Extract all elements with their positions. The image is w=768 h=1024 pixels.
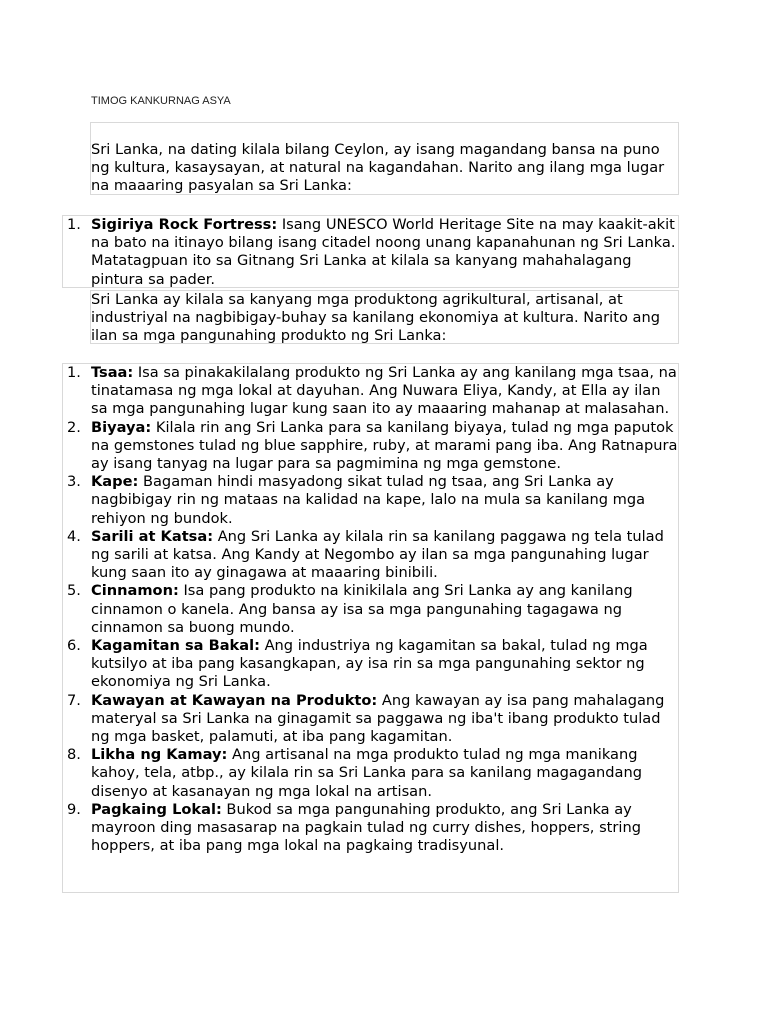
list-item-title: Sigiriya Rock Fortress: (91, 216, 278, 233)
list-item-text: Isang UNESCO World Heritage Site na may kaakit-akit na bato na itinayo bilang isang citadel noong unang kapanahunan ng Sri Lanka. Matatagpuan ito sa Gitnang Sri Lanka at kilala sa kanyang mahahalagang pintura sa pader. (91, 216, 676, 288)
list-item-text: Ang industriya ng kagamitan sa bakal, tulad ng mga kutsilyo at iba pang kasangkapan, ay isa rin sa mga pangunahing sektor ng ekonomiya ng Sri Lanka. (91, 637, 648, 691)
places-list (63, 216, 680, 289)
document-heading: TIMOG KANKURNAG ASYA (91, 95, 231, 107)
list-item-title: Cinnamon: (91, 582, 179, 600)
intro-paragraph: Sri Lanka, na dating kilala bilang Ceylon, ay isang magandang bansa na puno ng kultura, kasaysayan, at natural na kagandahan. Narito ang ilang mga lugar na maaaring pasyalan sa Sri Lanka: (91, 141, 665, 195)
list-item-text: Ang artisanal na mga produkto tulad ng mga manikang kahoy, tela, atbp., ay kilala rin sa Sri Lanka para sa kanilang magagandang disenyo at kasanayan ng mga lokal na artisan. (91, 746, 642, 800)
place-list-item (63, 216, 681, 289)
list-item-text: Isa pang produkto na kinikilala ang Sri Lanka ay ang kanilang cinnamon o kanela. Ang bansa ay isa sa mga pangunahing tagagawa ng cinnamon sa buong mundo. (91, 582, 633, 636)
product-list-item (63, 364, 681, 419)
product-list-item (63, 528, 681, 583)
list-item-number: 1. (67, 364, 81, 381)
list-item-text: Ang Sri Lanka ay kilala rin sa kanilang paggawa ng tela tulad ng sarili at katsa. Ang Kandy at Negombo ay ilan sa mga pangunahing lugar kung saan ito ay ginagawa at maaaring binibili. (91, 527, 664, 582)
list-item-title: Pagkaing Lokal: (91, 800, 222, 818)
product-list-item (63, 582, 681, 637)
list-item-title: Tsaa: (91, 364, 134, 381)
product-list-item (63, 801, 681, 856)
list-item-title: Likha ng Kamay: (91, 746, 228, 764)
products-intro-paragraph: Sri Lanka ay kilala sa kanyang mga produktong agrikultural, artisanal, at industriyal na nagbibigay-buhay sa kanilang ekonomiya at kultura. Narito ang ilan sa mga pangunahing produkto ng Sri Lanka: (91, 291, 660, 345)
list-item-text: Kilala rin ang Sri Lanka para sa kanilang biyaya, tulad ng mga paputok na gemstones tulad ng blue sapphire, ruby, at marami pang iba. Ang Ratnapura ay isang tanyag na lugar para sa pagmimina ng mga gemstone. (91, 418, 678, 473)
list-item-number: 6. (67, 637, 81, 655)
list-item-text: Bukod sa mga pangunahing produkto, ang Sri Lanka ay mayroon ding masasarap na pagkain tulad ng curry dishes, hoppers, string hoppers, at iba pang mga lokal na pagkaing tradisyunal. (91, 800, 641, 855)
products-list-box (62, 363, 679, 893)
list-item-number: 2. (67, 418, 81, 436)
list-item-number: 5. (67, 582, 81, 600)
list-item-text: Isa sa pinakakilalang produkto ng Sri Lanka ay ang kanilang mga tsaa, na tinatamasa ng mga lokal at dayuhan. Ang Nuwara Eliya, Kandy, at Ella ay ilan sa mga pangunahing lugar kung saan ito ay maaaring mahanap at malasahan. (91, 364, 677, 418)
list-item-text: Ang kawayan ay isa pang mahalagang materyal sa Sri Lanka na ginagamit sa paggawa ng iba't ibang produkto tulad ng mga basket, palamuti, at iba pang kagamitan. (91, 691, 665, 746)
product-list-item (63, 746, 681, 801)
list-item-title: Kawayan at Kawayan na Produkto: (91, 691, 378, 709)
product-list-item (63, 419, 681, 474)
list-item-number: 9. (67, 800, 81, 818)
list-item-title: Kagamitan sa Bakal: (91, 637, 260, 655)
product-list-item (63, 473, 681, 528)
products-intro-textbox (90, 290, 679, 344)
list-item-number: 7. (67, 691, 81, 709)
list-item-text: Bagaman hindi masyadong sikat tulad ng tsaa, ang Sri Lanka ay nagbibigay rin ng mataas na kalidad na kape, lalo na mula sa kanilang mga rehiyon ng bundok. (91, 473, 646, 527)
list-item-number: 3. (67, 473, 81, 491)
list-item-title: Kape: (91, 473, 139, 491)
intro-textbox (90, 122, 679, 195)
product-list-item (63, 692, 681, 747)
products-list (63, 364, 680, 855)
places-list-box (62, 215, 679, 288)
list-item-title: Biyaya: (91, 418, 152, 436)
list-item-number: 1. (67, 216, 81, 233)
list-item-title: Sarili at Katsa: (91, 527, 214, 545)
product-list-item (63, 637, 681, 692)
list-item-number: 8. (67, 746, 81, 764)
list-item-number: 4. (67, 527, 81, 545)
